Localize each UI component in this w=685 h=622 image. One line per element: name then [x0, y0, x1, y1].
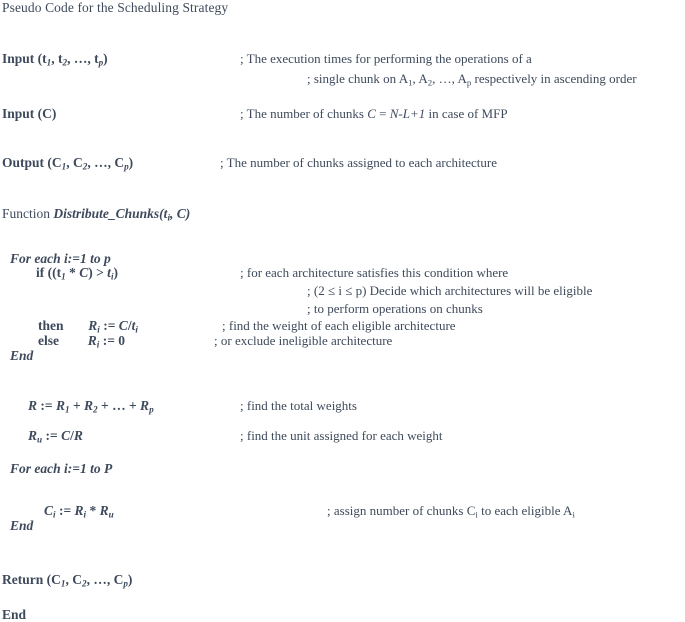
assign-2: := [102, 333, 115, 348]
close-paren-1: ) [103, 51, 108, 66]
close-paren-3: ) [185, 206, 191, 221]
var-r-assign: R [74, 503, 84, 518]
comma-6: , [451, 71, 455, 86]
expr-n-l-1: N-L+1 [389, 106, 426, 121]
divide-1: / [127, 318, 132, 333]
var-r-else: R [87, 333, 97, 348]
ellipsis-4: … [112, 398, 126, 413]
assign-3: := [40, 398, 53, 413]
sub-c2: 2 [82, 161, 88, 172]
comment-exec-times-2-tail: respectively in ascending order [471, 71, 637, 86]
plus-2: + [101, 398, 109, 413]
var-r-unit: R [28, 428, 38, 443]
line-return [2, 572, 132, 587]
sub-rp: p [149, 404, 154, 415]
comma-1: , [51, 51, 55, 66]
var-c-assign: C [44, 503, 54, 518]
comment-arch-condition: ; for each architecture satisfies this condition where [240, 265, 509, 280]
var-r-then: R [88, 318, 98, 333]
sub-assign-ai: i [572, 509, 575, 520]
var-c-ret-2: C [72, 572, 82, 587]
sub-ci: i [53, 509, 56, 520]
page-title: Pseudo Code for the Scheduling Strategy [2, 0, 229, 15]
line-unit-weight [28, 428, 83, 443]
var-c-ret-p: C [113, 572, 124, 587]
comma-9: , [107, 155, 111, 170]
else-keyword: else [38, 333, 59, 348]
output-label: Output (C [2, 155, 62, 170]
line-assign-chunks [44, 503, 114, 518]
comment-num-chunks-head: ; The number of chunks [240, 106, 368, 121]
line-if-condition [36, 265, 118, 280]
assign-5: := [58, 503, 72, 518]
var-a-p: A [457, 71, 467, 86]
comment-chunks-assigned: ; The number of chunks assigned to each architecture [220, 155, 497, 170]
comment-perform-ops: ; to perform operations on chunks [307, 301, 483, 316]
sub-ri-assign: i [83, 509, 87, 520]
sub-a1: 1 [408, 77, 413, 88]
comma-12: , [86, 572, 90, 587]
var-c-unit: C [61, 428, 71, 443]
comma-11: , [65, 572, 69, 587]
comment-total-weights: ; find the total weights [240, 398, 357, 413]
ellipsis-2: … [438, 71, 452, 86]
sub-if-1: 1 [61, 271, 66, 282]
comma-13: , [106, 572, 111, 587]
times-2: * [89, 503, 97, 518]
close-paren-4: ) [88, 265, 93, 280]
plus-1: + [72, 398, 81, 413]
input-t-label: Input (t [2, 51, 47, 66]
line-total-weights [28, 398, 154, 413]
assign-4: := [45, 428, 58, 443]
line-output-code [2, 155, 133, 170]
var-r-div: R [73, 428, 83, 443]
var-r-total: R [28, 398, 38, 413]
line-else-branch [38, 333, 125, 348]
comment-assign-mid: to each eligible A [477, 503, 573, 518]
comment-unit-assigned: ; find the unit assigned for each weight [240, 428, 443, 443]
sub-else-i: i [96, 339, 100, 350]
sub-r2: 2 [93, 404, 98, 415]
assign-1: := [103, 318, 116, 333]
sub-fn-i: i [167, 212, 170, 223]
divide-2: / [70, 428, 74, 443]
eq-sign: = [379, 106, 387, 121]
var-c-1: C [367, 106, 376, 121]
close-paren-2: ) [128, 155, 134, 170]
line-for-each-1: For each i:=1 to p [10, 251, 111, 266]
sub-ret-c1: 1 [60, 578, 66, 589]
sub-2: 2 [62, 57, 68, 68]
comma-8: , [87, 155, 91, 170]
comment-exec-times-2 [307, 71, 637, 86]
comma-2: , [67, 51, 71, 66]
ellipsis-3: … [94, 155, 108, 170]
var-c-if: C [79, 265, 89, 280]
var-r-2: R [84, 398, 94, 413]
sub-then-i: i [97, 324, 100, 335]
comment-num-chunks-tail: in case of MFP [425, 106, 508, 121]
function-name: Distribute_Chunks(t [53, 206, 168, 221]
line-for-each-2: For each i:=1 to P [10, 461, 113, 476]
then-keyword: then [38, 318, 64, 333]
function-keyword: Function [2, 206, 54, 221]
line-end-3: End [2, 607, 27, 622]
plus-3: + [128, 398, 137, 413]
var-r-p: R [140, 398, 150, 413]
var-r-1: R [55, 398, 65, 413]
var-t-then: t [131, 318, 136, 333]
comment-assign-number [327, 503, 575, 518]
sub-then-ti: i [135, 324, 138, 335]
var-c-2: C [72, 155, 83, 170]
sub-ru: u [37, 434, 43, 445]
sub-ru-assign: u [108, 509, 114, 520]
return-keyword: Return (C [2, 572, 61, 587]
comment-decide-eligible: ; (2 ≤ i ≤ p) Decide which architectures will be eligible [307, 283, 593, 298]
zero-value: 0 [118, 333, 126, 348]
sub-a2: 2 [427, 77, 433, 88]
comma-4: , [412, 71, 416, 86]
close-paren-6: ) [127, 572, 133, 587]
gt-sign: > [96, 265, 104, 280]
sub-cp: p [124, 161, 129, 172]
var-c-p: C [114, 155, 125, 170]
var-t-if: t [107, 265, 111, 280]
sub-ap: p [466, 77, 472, 88]
line-then-branch [38, 318, 138, 333]
ellipsis-1: … [73, 51, 88, 66]
var-t-p: t [94, 51, 99, 66]
if-keyword: if ((t [36, 265, 62, 280]
comment-exec-times-1: ; The execution times for performing the operations of a [240, 51, 532, 66]
comma-10: , [170, 206, 174, 221]
times-1: * [69, 265, 76, 280]
comment-find-weight: ; find the weight of each eligible architecture [222, 318, 456, 333]
line-function-decl [2, 206, 190, 221]
sub-1: 1 [46, 57, 52, 68]
var-t-2: t [57, 51, 63, 66]
comment-exclude-ineligible: ; or exclude ineligible architecture [214, 333, 393, 348]
line-input-t-code [2, 51, 108, 66]
var-a-2: A [418, 71, 428, 86]
sub-p: p [98, 57, 104, 68]
comment-exec-times-2-head: ; single chunk on A [307, 71, 409, 86]
var-c-then: C [118, 318, 128, 333]
sub-c1: 1 [61, 161, 67, 172]
var-c-fn: C [176, 206, 186, 221]
sub-ret-c2: 2 [81, 578, 87, 589]
line-end-1: End [10, 348, 34, 363]
comment-assign-head: ; assign number of chunks C [327, 503, 476, 518]
sub-if-i: i [110, 271, 114, 282]
line-input-c-code: Input (C) [2, 106, 57, 121]
comma-3: , [87, 51, 91, 66]
var-r-u-assign: R [99, 503, 109, 518]
sub-r1: 1 [64, 404, 70, 415]
ellipsis-5: … [93, 572, 107, 587]
close-paren-5: ) [113, 265, 118, 280]
sub-ret-cp: p [123, 578, 128, 589]
comma-7: , [66, 155, 70, 170]
sub-assign-ci: i [475, 509, 478, 520]
line-end-2: End [10, 518, 34, 533]
comma-5: , [432, 71, 436, 86]
comment-num-chunks [240, 106, 508, 121]
